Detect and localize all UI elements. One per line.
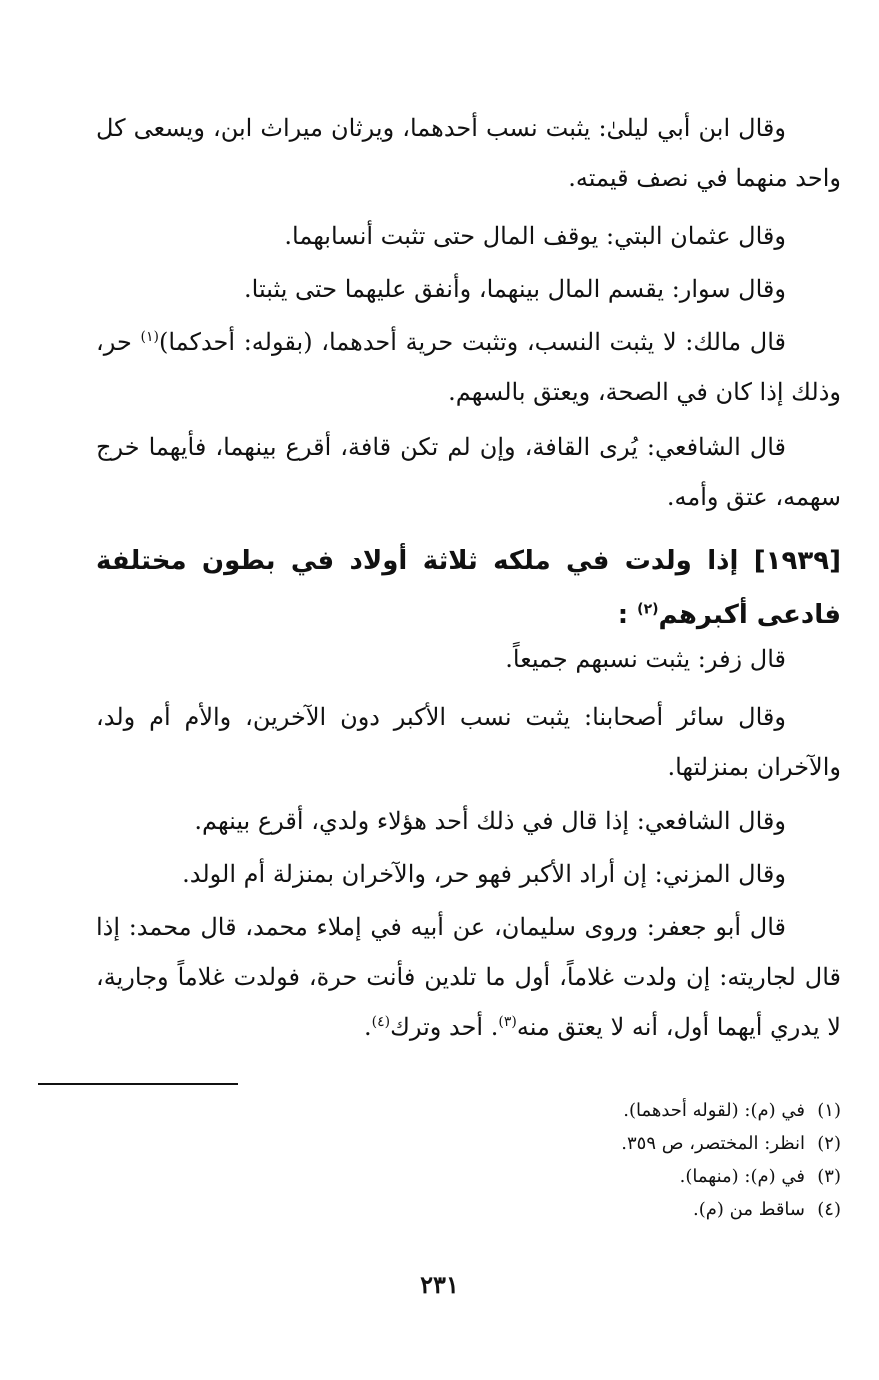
paragraph-text: قال أبو جعفر: وروى سليمان، عن أبيه في إملاء محمد، قال محمد: إذا قال لجاريته: إن ولدت غلاماً، أول ما تلدين فأنت حرة، فولدت غلاماً وجارية، لا يدري أيهما أول، أنه لا يعتق منه bbox=[96, 913, 841, 1041]
paragraph-ibn-abi-layla bbox=[96, 103, 841, 203]
paragraph-text-cont: حر، وذلك إذا كان في الصحة، ويعتق بالسهم. bbox=[96, 328, 841, 406]
paragraph-malik bbox=[96, 317, 841, 417]
footnote-text: ساقط من (م). bbox=[693, 1199, 805, 1220]
paragraph-text: وقال الشافعي: إذا قال في ذلك أحد هؤلاء ولدي، أقرع بينهم. bbox=[194, 807, 786, 835]
paragraph-abu-jafar bbox=[96, 902, 841, 1052]
paragraph-text: وقال سائر أصحابنا: يثبت نسب الأكبر دون الآخرين، والأم أم ولد، والآخران بمنزلتها. bbox=[96, 703, 841, 781]
footnote-number: (٣) bbox=[817, 1166, 841, 1187]
paragraph-text: قال مالك: لا يثبت النسب، وتثبت حرية أحدهما، (بقوله: أحدكما) bbox=[158, 328, 786, 356]
footnote-item bbox=[96, 1193, 841, 1226]
section-title: إذا ولدت في ملكه ثلاثة أولاد في بطون مختلفة فادعى أكبرهم bbox=[96, 546, 841, 630]
section-number: [١٩٣٩] bbox=[753, 546, 841, 576]
paragraph-text: وقال المزني: إن أراد الأكبر فهو حر، والآخران بمنزلة أم الولد. bbox=[182, 860, 786, 888]
footnote-ref-2[interactable]: (٢) bbox=[637, 601, 659, 618]
paragraph-text-end: . bbox=[363, 1013, 372, 1041]
paragraph-shafii-lots bbox=[96, 796, 841, 846]
paragraph-text: وقال سوار: يقسم المال بينهما، وأنفق عليهما حتى يثبتا. bbox=[244, 275, 786, 303]
paragraph-text: وقال ابن أبي ليلىٰ: يثبت نسب أحدهما، ويرثان ميراث ابن، ويسعى كل واحد منهما في نصف قيمته. bbox=[96, 114, 841, 192]
paragraph-shafii-qafa bbox=[96, 422, 841, 522]
footnote-number: (٢) bbox=[817, 1133, 841, 1154]
footnote-ref-4[interactable]: (٤) bbox=[371, 1014, 391, 1030]
footnote-divider bbox=[38, 1083, 238, 1085]
footnote-text: انظر: المختصر، ص ٣٥٩. bbox=[621, 1133, 805, 1154]
paragraph-sawwar bbox=[96, 264, 841, 314]
footnote-text: في (م): (منهما). bbox=[679, 1166, 805, 1187]
paragraph-uthman-albatti bbox=[96, 211, 841, 261]
footnote-item bbox=[96, 1160, 841, 1193]
heading-colon: : bbox=[617, 600, 638, 630]
footnote-number: (١) bbox=[817, 1100, 841, 1121]
footnote-ref-3[interactable]: (٣) bbox=[498, 1014, 517, 1030]
paragraph-text: وقال عثمان البتي: يوقف المال حتى تثبت أنسابهما. bbox=[284, 222, 786, 250]
page-number: ٢٣١ bbox=[420, 1270, 459, 1299]
footnotes-list bbox=[96, 1094, 841, 1226]
footnote-text: في (م): (لقوله أحدهما). bbox=[623, 1100, 805, 1121]
paragraph-text-cont: . أحد وترك bbox=[390, 1013, 499, 1041]
paragraph-text: قال الشافعي: يُرى القافة، وإن لم تكن قافة، أقرع بينهما، فأيهما خرج سهمه، عتق وأمه. bbox=[96, 433, 841, 511]
footnote-item bbox=[96, 1094, 841, 1127]
paragraph-sair-ashabina bbox=[96, 692, 841, 792]
footnote-ref-1[interactable]: (١) bbox=[140, 329, 159, 345]
paragraph-zufar bbox=[96, 634, 841, 684]
paragraph-muzani bbox=[96, 849, 841, 899]
paragraph-text: قال زفر: يثبت نسبهم جميعاً. bbox=[505, 645, 786, 673]
footnote-item bbox=[96, 1127, 841, 1160]
footnote-number: (٤) bbox=[817, 1199, 841, 1220]
section-heading bbox=[96, 534, 841, 642]
